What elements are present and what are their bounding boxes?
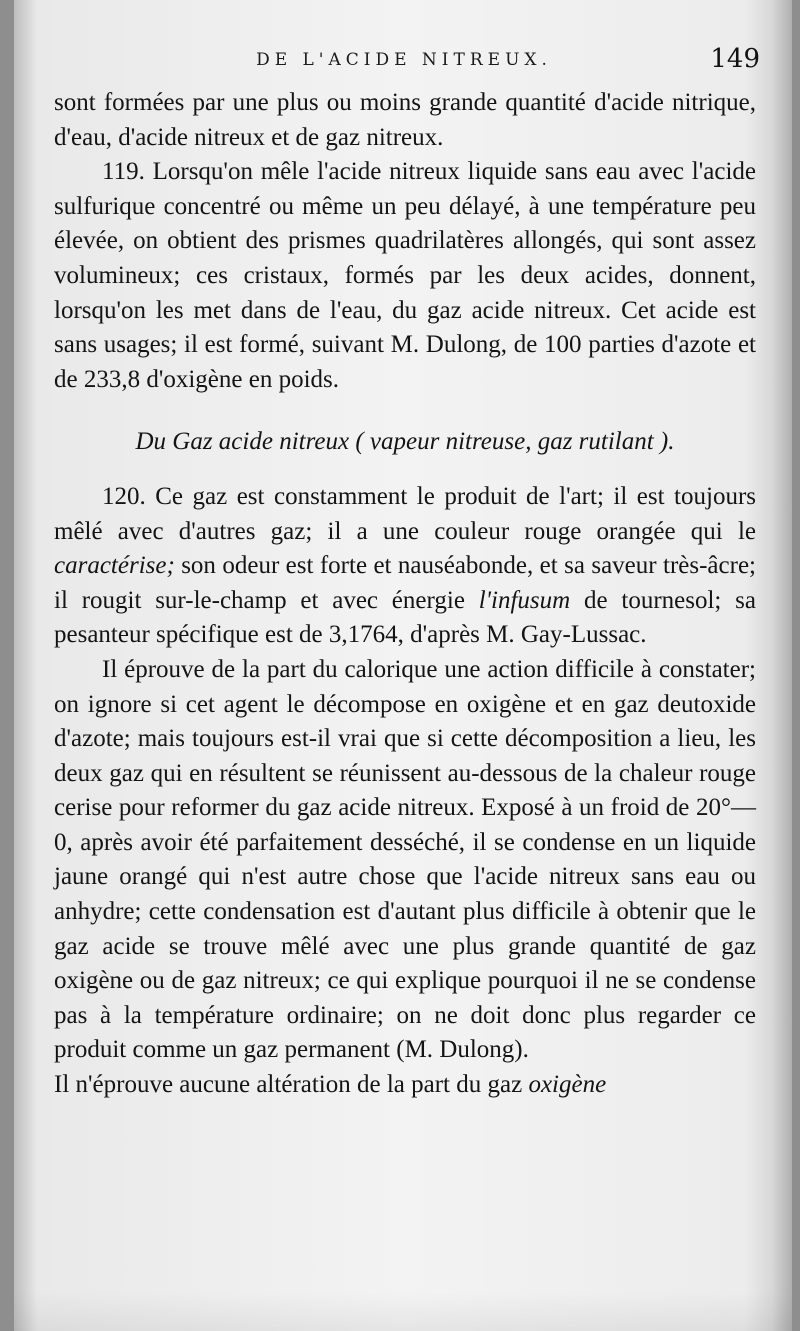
page-bottom-shade: [14, 1291, 792, 1331]
paragraph-120-part-3: de tournesol; sa pesanteur spécifique est de 3,1764, d'après M. Gay-Lussac.: [54, 586, 756, 649]
page-header: [48, 44, 760, 84]
section-heading: Du Gaz acide nitreux ( vapeur nitreuse, gaz rutilant ).: [135, 428, 675, 456]
paragraph-120-italic-caracterise: caractérise;: [54, 552, 175, 580]
paragraph-120-part-2: son odeur est forte et nauséabonde, et sa saveur très-âcre; il rougit sur-le-champ et avec énergie: [54, 552, 756, 614]
paragraph-oxigene-text: Il n'éprouve aucune altération de la part du gaz: [54, 1071, 529, 1099]
paragraph-continuation: sont formées par une plus ou moins grande quantité d'acide nitrique, d'eau, d'acide nitreux et de gaz nitreux.: [54, 89, 756, 151]
paragraph-oxigene-italic: oxigène: [528, 1071, 607, 1099]
paragraph-120-part-1: 120. Ce gaz est constamment le produit de l'art; il est toujours mêlé avec d'autres gaz; il a une couleur rouge orangée qui le: [54, 482, 756, 545]
page-edge-shadow: [772, 0, 792, 1331]
paragraph-oxigene: [54, 1068, 756, 1103]
page-body: [54, 86, 756, 1103]
paragraph-calorique: Il éprouve de la part du calorique une action difficile à constater; on ignore si cet agent le décompose en oxigène et en gaz deutoxide d'azote; mais toujours est-il vrai que si cette décomposition a lieu, les deux gaz qui en résultent se réunissent au-dessous de la chaleur rouge cerise pour reformer du gaz acide nitreux. Exposé à un froid de 20°—0, après avoir été parfaitement desséché, il se condense en un liquide jaune orangé qui n'est autre chose que l'acide nitreux sans eau ou anhydre; cette condensation est d'autant plus difficile à obtenir que le gaz acide se trouve mêlé avec une plus grande quantité de gaz oxigène ou de gaz nitreux; ce qui explique pourquoi il ne se condense pas à la température ordinaire; on ne doit donc plus regarder ce produit comme un gaz permanent (M. Dulong).: [54, 655, 756, 1064]
running-head: DE L'ACIDE NITREUX.: [256, 50, 552, 70]
paragraph-119: 119. Lorsqu'on mêle l'acide nitreux liquide sans eau avec l'acide sulfurique concentré ou même un peu délayé, à une température peu élevée, on obtient des prismes quadrilatères allongés, qui sont assez volumineux; ces cristaux, formés par les deux acides, donnent, lorsqu'on les met dans de l'eau, du gaz acide nitreux. Cet acide est sans usages; il est formé, suivant M. Dulong, de 100 parties d'azote et de 233,8 d'oxigène en poids.: [54, 158, 756, 393]
page-number: 149: [710, 44, 760, 74]
book-page: [14, 0, 792, 1331]
paragraph-120-italic-infusum: l'infusum: [478, 586, 571, 614]
paragraph-120: [54, 480, 756, 653]
